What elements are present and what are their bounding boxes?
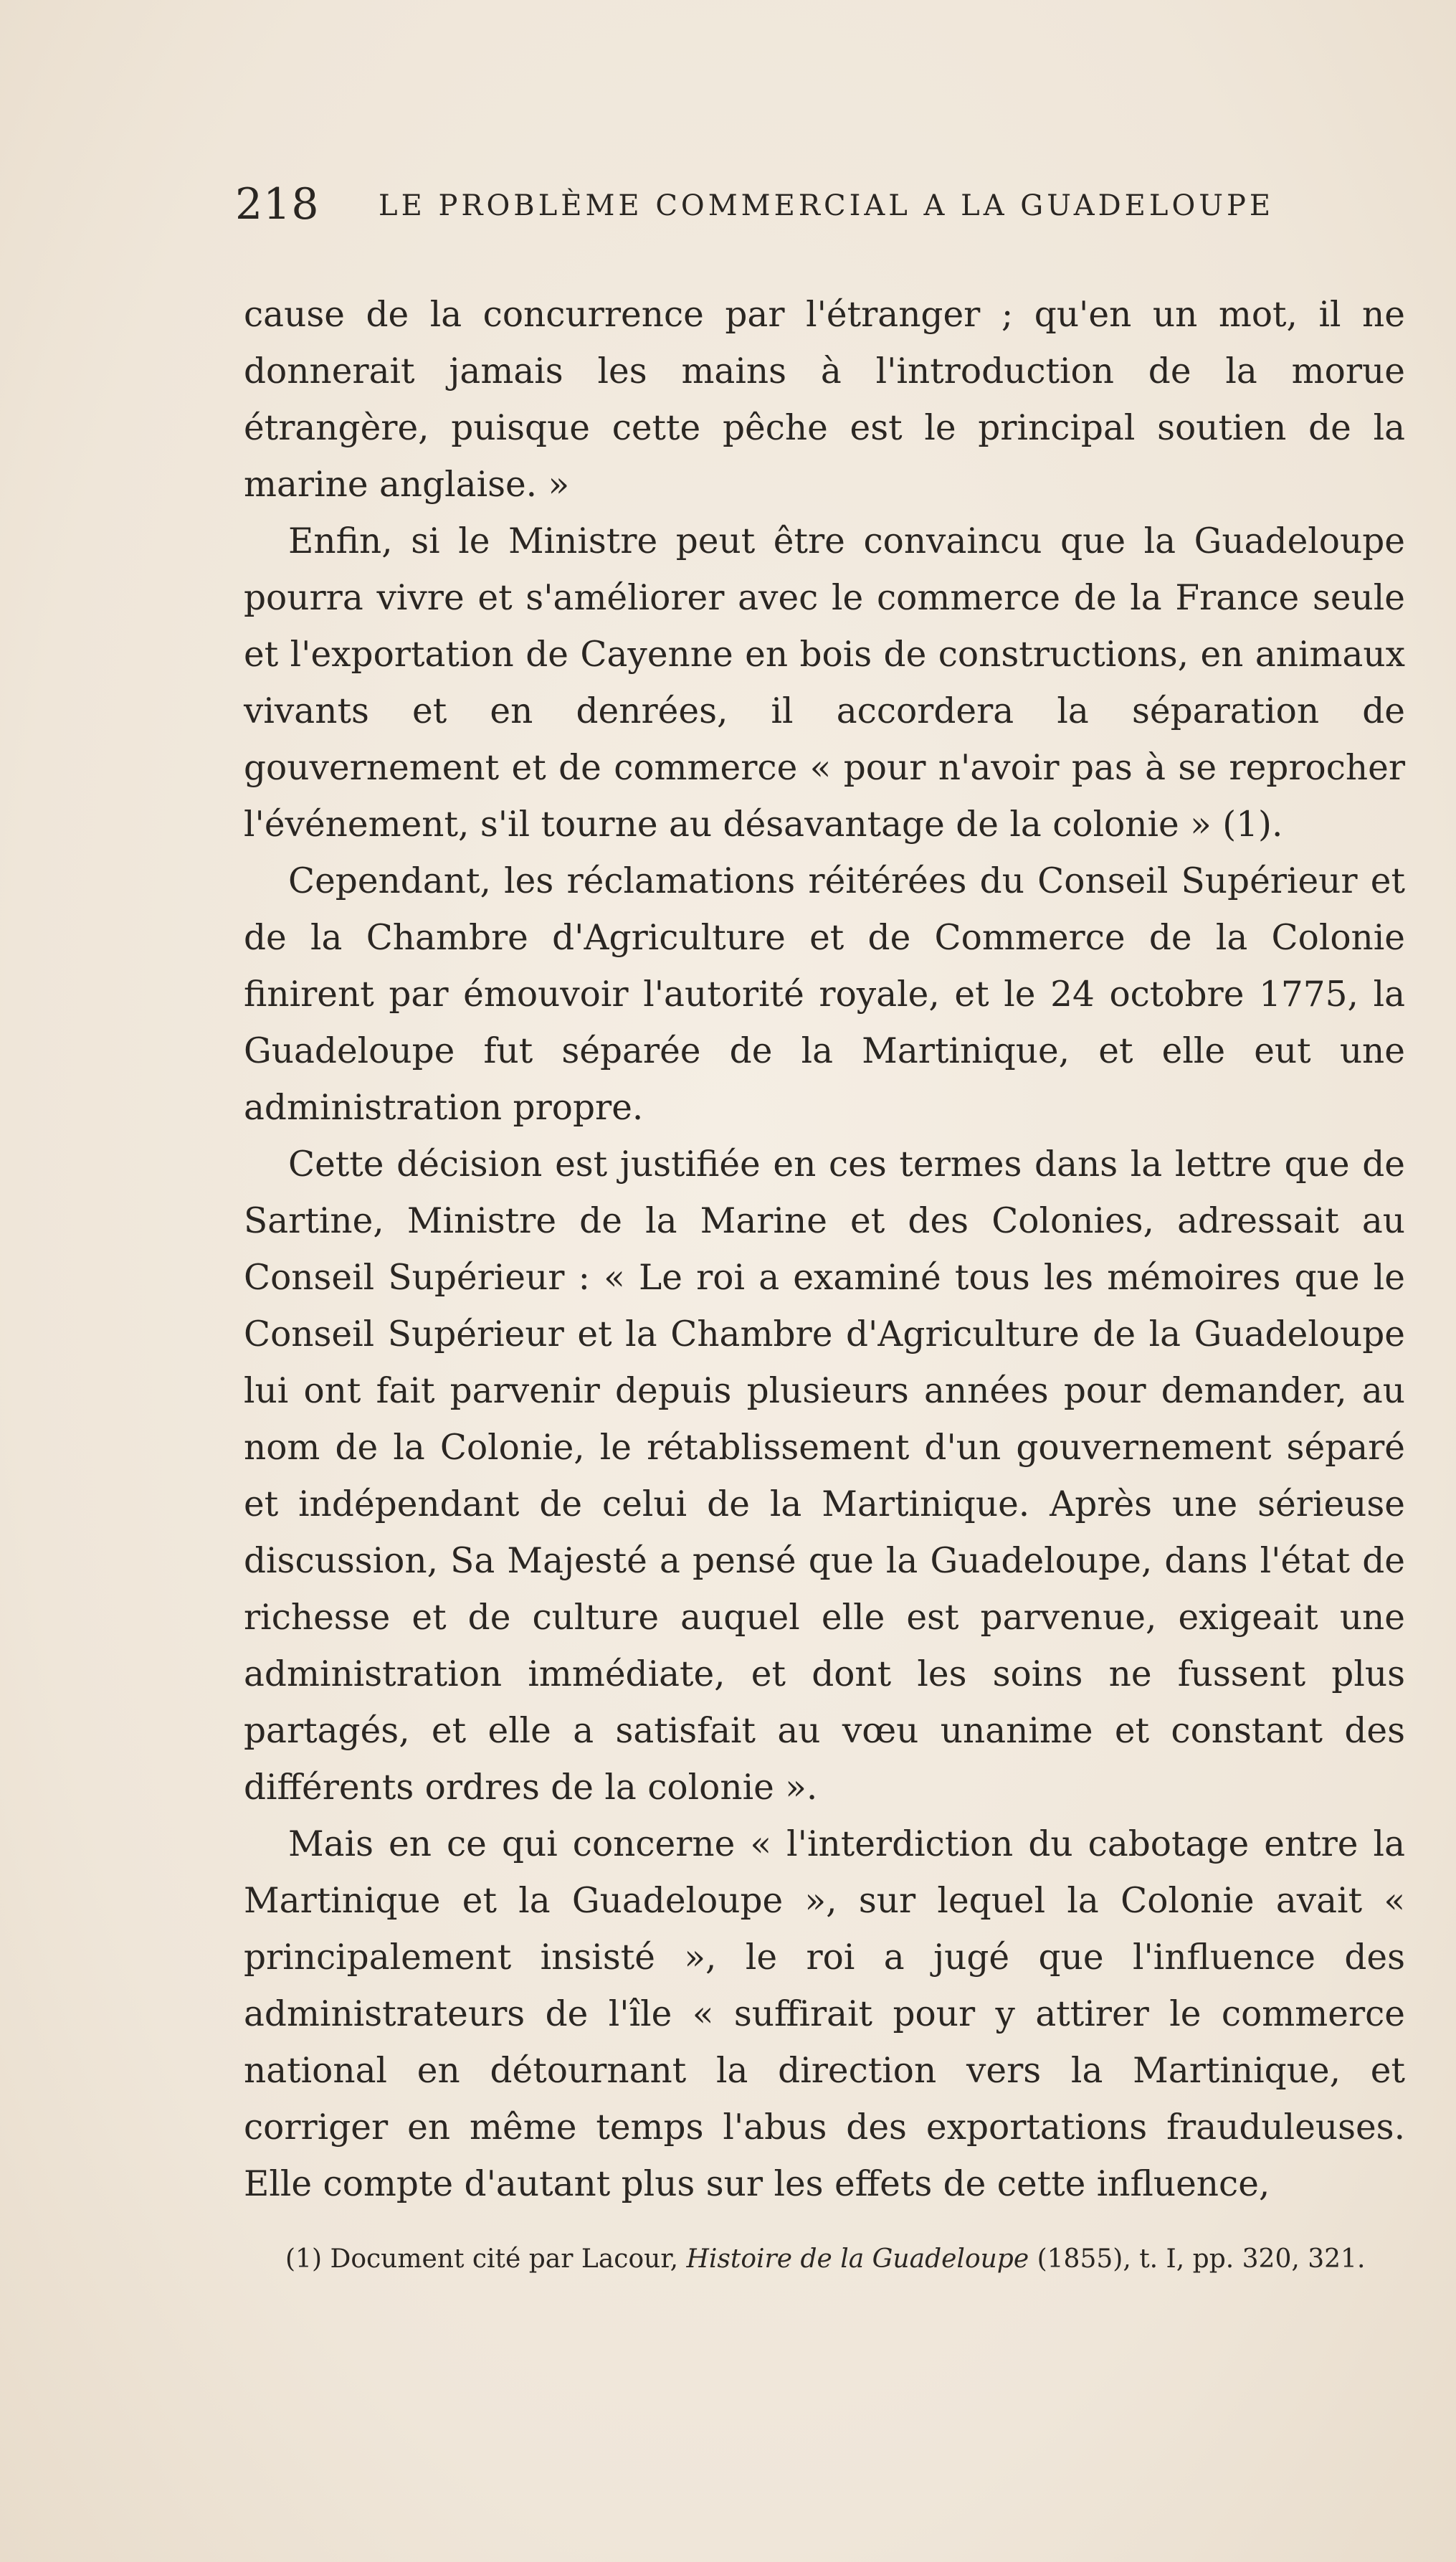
running-title: LE PROBLÈME COMMERCIAL A LA GUADELOUPE	[379, 189, 1275, 222]
paragraph-5: Mais en ce qui concerne « l'interdiction du cabotage entre la Martinique et la Guadeloupe », sur lequel la Colonie avait « principalement insisté », le roi a jugé que l'influence des administrateurs de l'île « suffirait pour y attirer le commerce national en détournant la direction vers la Martinique, et corriger en même temps l'abus des exportations frauduleuses. Elle compte d'autant plus sur les effets de cette influence,	[244, 1824, 1405, 2204]
page-number: 218	[235, 179, 320, 229]
footnote-text-after: (1855), t. I, pp. 320, 321.	[1037, 2244, 1366, 2274]
footnote-marker: (1)	[285, 2244, 322, 2274]
footnote-text-before: Document cité par Lacour,	[330, 2244, 679, 2274]
page-header	[235, 176, 1411, 233]
paragraph-1: cause de la concurrence par l'étranger ; qu'en un mot, il ne donnerait jamais les mains à l'introduction de la morue étrangère, puisque cette pêche est le principal soutien de la marine anglaise. »	[244, 295, 1405, 505]
paragraph-2: Enfin, si le Ministre peut être convaincu que la Guadeloupe pourra vivre et s'améliorer avec le commerce de la France seule et l'exportation de Cayenne en bois de constructions, en animaux vivants et en denrées, il accordera la séparation de gouvernement et de commerce « pour n'avoir pas à se reprocher l'événement, s'il tourne au désavantage de la colonie » (1).	[244, 521, 1405, 845]
paragraph-4: Cette décision est justifiée en ces termes dans la lettre que de Sartine, Ministre de la Marine et des Colonies, adressait au Conseil Supérieur : « Le roi a examiné tous les mémoires que le Conseil Supérieur et la Chambre d'Agriculture de la Guadeloupe lui ont fait parvenir depuis plusieurs années pour demander, au nom de la Colonie, le rétablissement d'un gouvernement séparé et indépendant de celui de la Martinique. Après une sérieuse discussion, Sa Majesté a pensé que la Guadeloupe, dans l'état de richesse et de culture auquel elle est parvenue, exigeait une administration immédiate, et dont les soins ne fussent plus partagés, et elle a satisfait au vœu unanime et constant des différents ordres de la colonie ».	[244, 1144, 1405, 1808]
paragraph-3: Cependant, les réclamations réitérées du Conseil Supérieur et de la Chambre d'Agriculture et de Commerce de la Colonie finirent par émouvoir l'autorité royale, et le 24 octobre 1775, la Guadeloupe fut séparée de la Martinique, et elle eut une administration propre.	[244, 861, 1405, 1128]
body-text	[244, 287, 1405, 2213]
footnote-cited-title: Histoire de la Guadeloupe	[686, 2244, 1029, 2274]
footnote	[244, 2237, 1405, 2282]
